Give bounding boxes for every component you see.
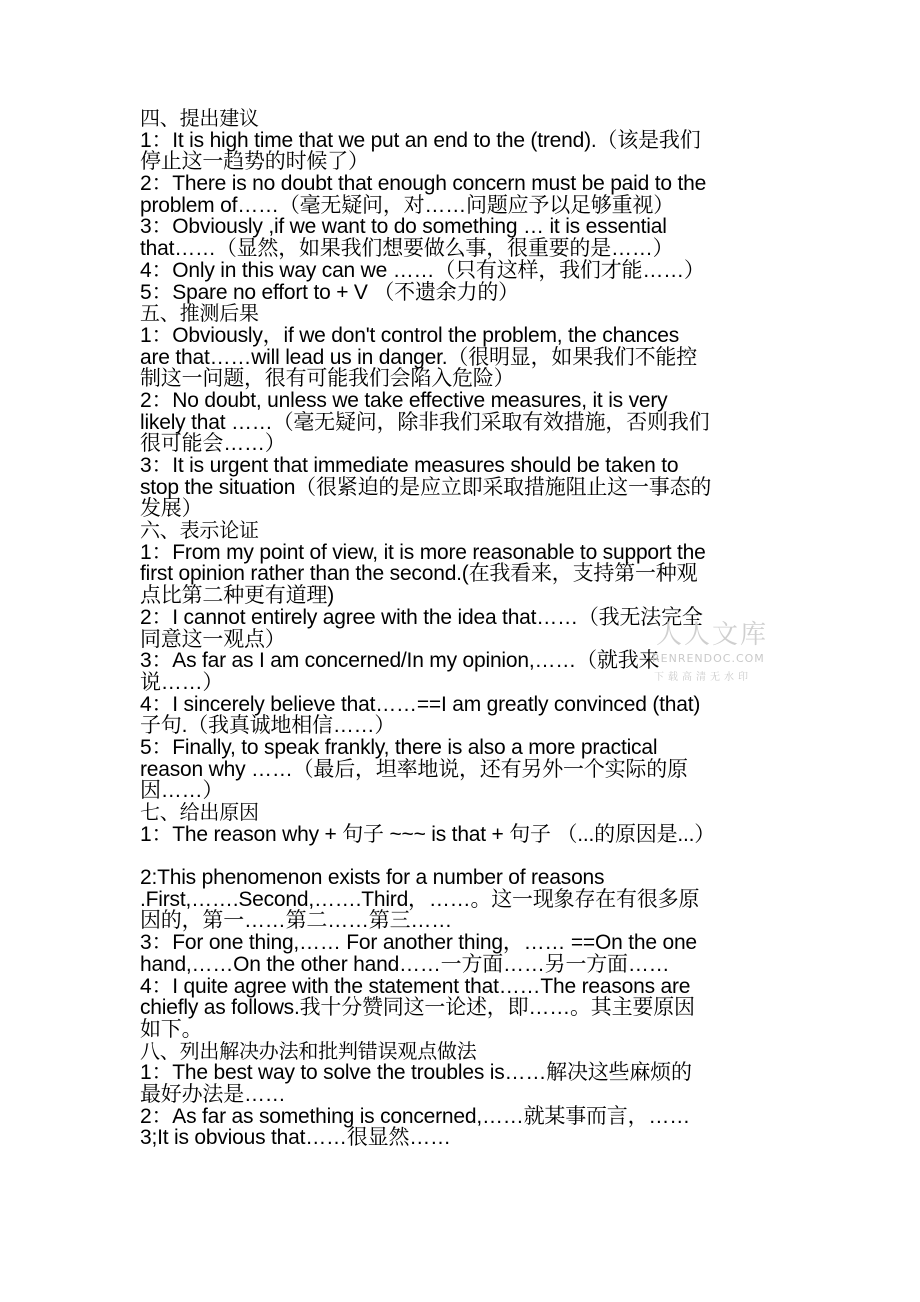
text-line: problem of……（毫无疑问，对……问题应予以足够重视） [140, 193, 675, 217]
text-line: 1：The reason why + 句子 ~~~ is that + 句子 （...的原因是...） [140, 822, 716, 846]
text-line: 1：It is high time that we put an end to the (trend).（该是我们 [140, 128, 701, 152]
section-heading-solutions: 八、列出解决办法和批判错误观点做法 [140, 1038, 477, 1063]
text-line: that……（显然，如果我们想要做么事，很重要的是……） [140, 237, 674, 261]
text-line: 3：For one thing,…… For another thing，…… ==On the one [140, 931, 697, 955]
text-line: 4：I quite agree with the statement that……The reasons are [140, 974, 691, 998]
section-heading-reasons: 七、给出原因 [140, 800, 259, 824]
text-line: 2：No doubt, unless we take effective measures, it is very [140, 388, 668, 412]
text-line: 2：I cannot entirely agree with the idea that……（我无法完全 [140, 605, 703, 629]
text-line: reason why ……（最后，坦率地说，还有另外一个实际的原 [140, 757, 688, 781]
text-line: 停止这一趋势的时候了） [140, 150, 369, 174]
text-line: 5：Finally, to speak frankly, there is also a more practical [140, 735, 658, 759]
text-line: 1：The best way to solve the troubles is……解决这些麻烦的 [140, 1061, 692, 1085]
text-line: first opinion rather than the second.(在我看来，支持第一种观 [140, 562, 698, 586]
text-line: 说……） [140, 670, 224, 694]
document-body [140, 108, 790, 1149]
text-line: .First,…….Second,…….Third，……。这一现象存在有很多原 [140, 887, 700, 911]
text-line: likely that ……（毫无疑问，除非我们采取有效措施，否则我们 [140, 410, 710, 434]
section-heading-suggestions: 四、提出建议 [140, 106, 259, 130]
text-line: 2：As far as something is concerned,……就某事而言，…… [140, 1104, 691, 1128]
section-heading-argument: 六、表示论证 [140, 518, 259, 543]
text-line: 4：Only in this way can we ……（只有这样，我们才能……） [140, 258, 705, 282]
watermark-subtitle: 下载高清无水印 [654, 672, 752, 683]
text-line: 最好办法是…… [140, 1082, 286, 1106]
text-line: 4：I sincerely believe that……==I am greatly convinced (that) [140, 692, 701, 716]
text-line: 发展） [140, 497, 203, 521]
text-line: 3;It is obvious that……很显然…… [140, 1126, 451, 1150]
section-heading-consequences: 五、推测后果 [140, 301, 259, 326]
watermark-title: 人人文库 [656, 620, 769, 650]
text-line: 点比第二种更有道理) [140, 584, 334, 608]
text-line: are that……will lead us in danger.（很明显，如果我们不能控 [140, 345, 698, 369]
text-line: 1：From my point of view, it is more reasonable to support the [140, 540, 706, 564]
text-line: 3：It is urgent that immediate measures should be taken to [140, 454, 679, 477]
text-line: 3：Obviously ,if we want to do something … it is essential [140, 215, 667, 239]
text-line: 制这一问题，很有可能我们会陷入危险） [140, 367, 515, 391]
text-line: 如下。 [140, 1017, 203, 1041]
blank-line [140, 845, 790, 867]
text-line: 因……） [140, 779, 224, 803]
text-line: hand,……On the other hand……一方面……另一方面…… [140, 952, 670, 976]
watermark-url: RENRENDOC.COM [652, 652, 765, 665]
text-line: 3：As far as I am concerned/In my opinion,……（就我来 [140, 649, 660, 673]
text-line: chiefly as follows.我十分赞同这一论述，即……。其主要原因 [140, 996, 695, 1020]
text-line: stop the situation（很紧迫的是应立即采取措施阻止这一事态的 [140, 475, 712, 499]
text-line: 1：Obviously，if we don't control the problem, the chances [140, 323, 680, 347]
text-line: 子句.（我真诚地相信……） [140, 714, 396, 738]
text-line: 很可能会……） [140, 432, 286, 456]
text-line: 2：There is no doubt that enough concern must be paid to the [140, 172, 707, 196]
text-line: 因的，第一……第二……第三…… [140, 909, 452, 933]
text-line: 同意这一观点） [140, 627, 286, 651]
text-line: 2:This phenomenon exists for a number of reasons [140, 866, 605, 890]
text-line: 5：Spare no effort to + V （不遗余力的） [140, 280, 519, 304]
